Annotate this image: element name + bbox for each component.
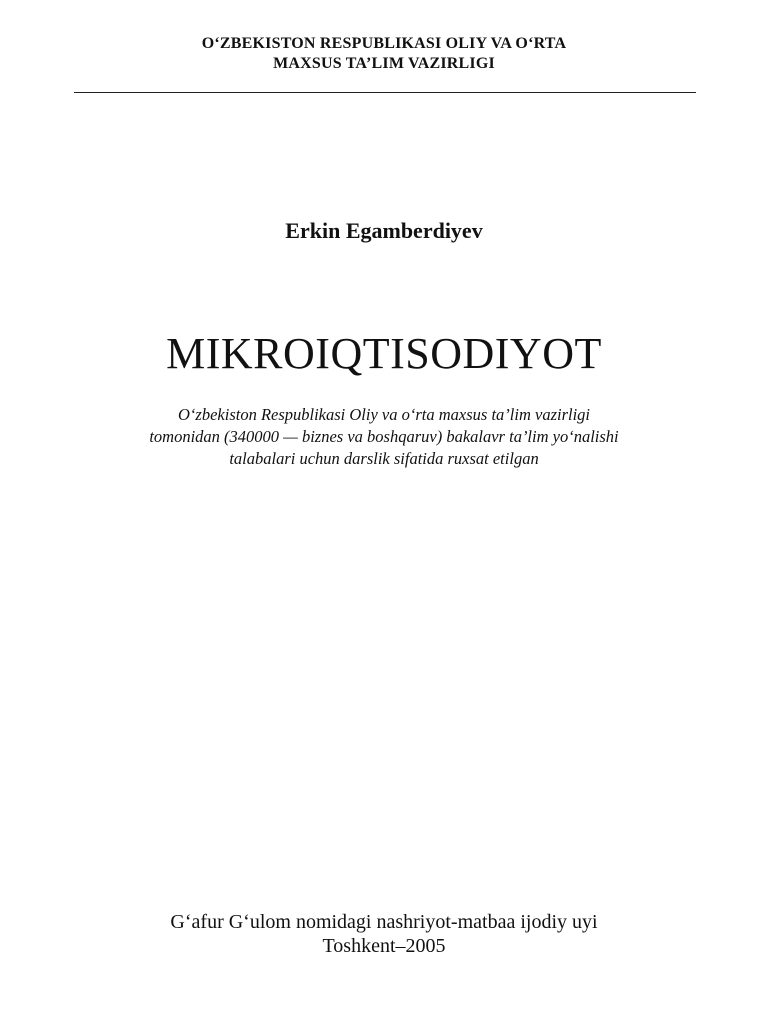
publisher-name: G‘afur G‘ulom nomidagi nashriyot-matbaa ijodiy uyi xyxy=(170,911,598,933)
approval-line-3: talabalari uchun darslik sifatida ruxsat etilgan xyxy=(229,449,539,468)
ministry-line-1: O‘ZBEKISTON RESPUBLIKASI OLIY VA O‘RTA xyxy=(201,35,567,52)
header-divider xyxy=(74,92,696,93)
approval-line-1: O‘zbekiston Respublikasi Oliy va o‘rta maxsus ta’lim vazirligi xyxy=(178,405,590,424)
ministry-header xyxy=(0,34,768,74)
author-name: Erkin Egamberdiyev xyxy=(285,218,483,243)
approval-line-2: tomonidan (340000 — biznes va boshqaruv) bakalavr ta’lim yo‘nalishi xyxy=(149,427,619,446)
approval-note xyxy=(0,404,768,470)
publisher-block xyxy=(0,910,768,958)
city-year: Toshkent–2005 xyxy=(322,935,446,957)
ministry-line-2: MAXSUS TA’LIM VAZIRLIGI xyxy=(273,55,495,72)
book-title: MIKROIQTISODIYOT xyxy=(166,329,602,378)
